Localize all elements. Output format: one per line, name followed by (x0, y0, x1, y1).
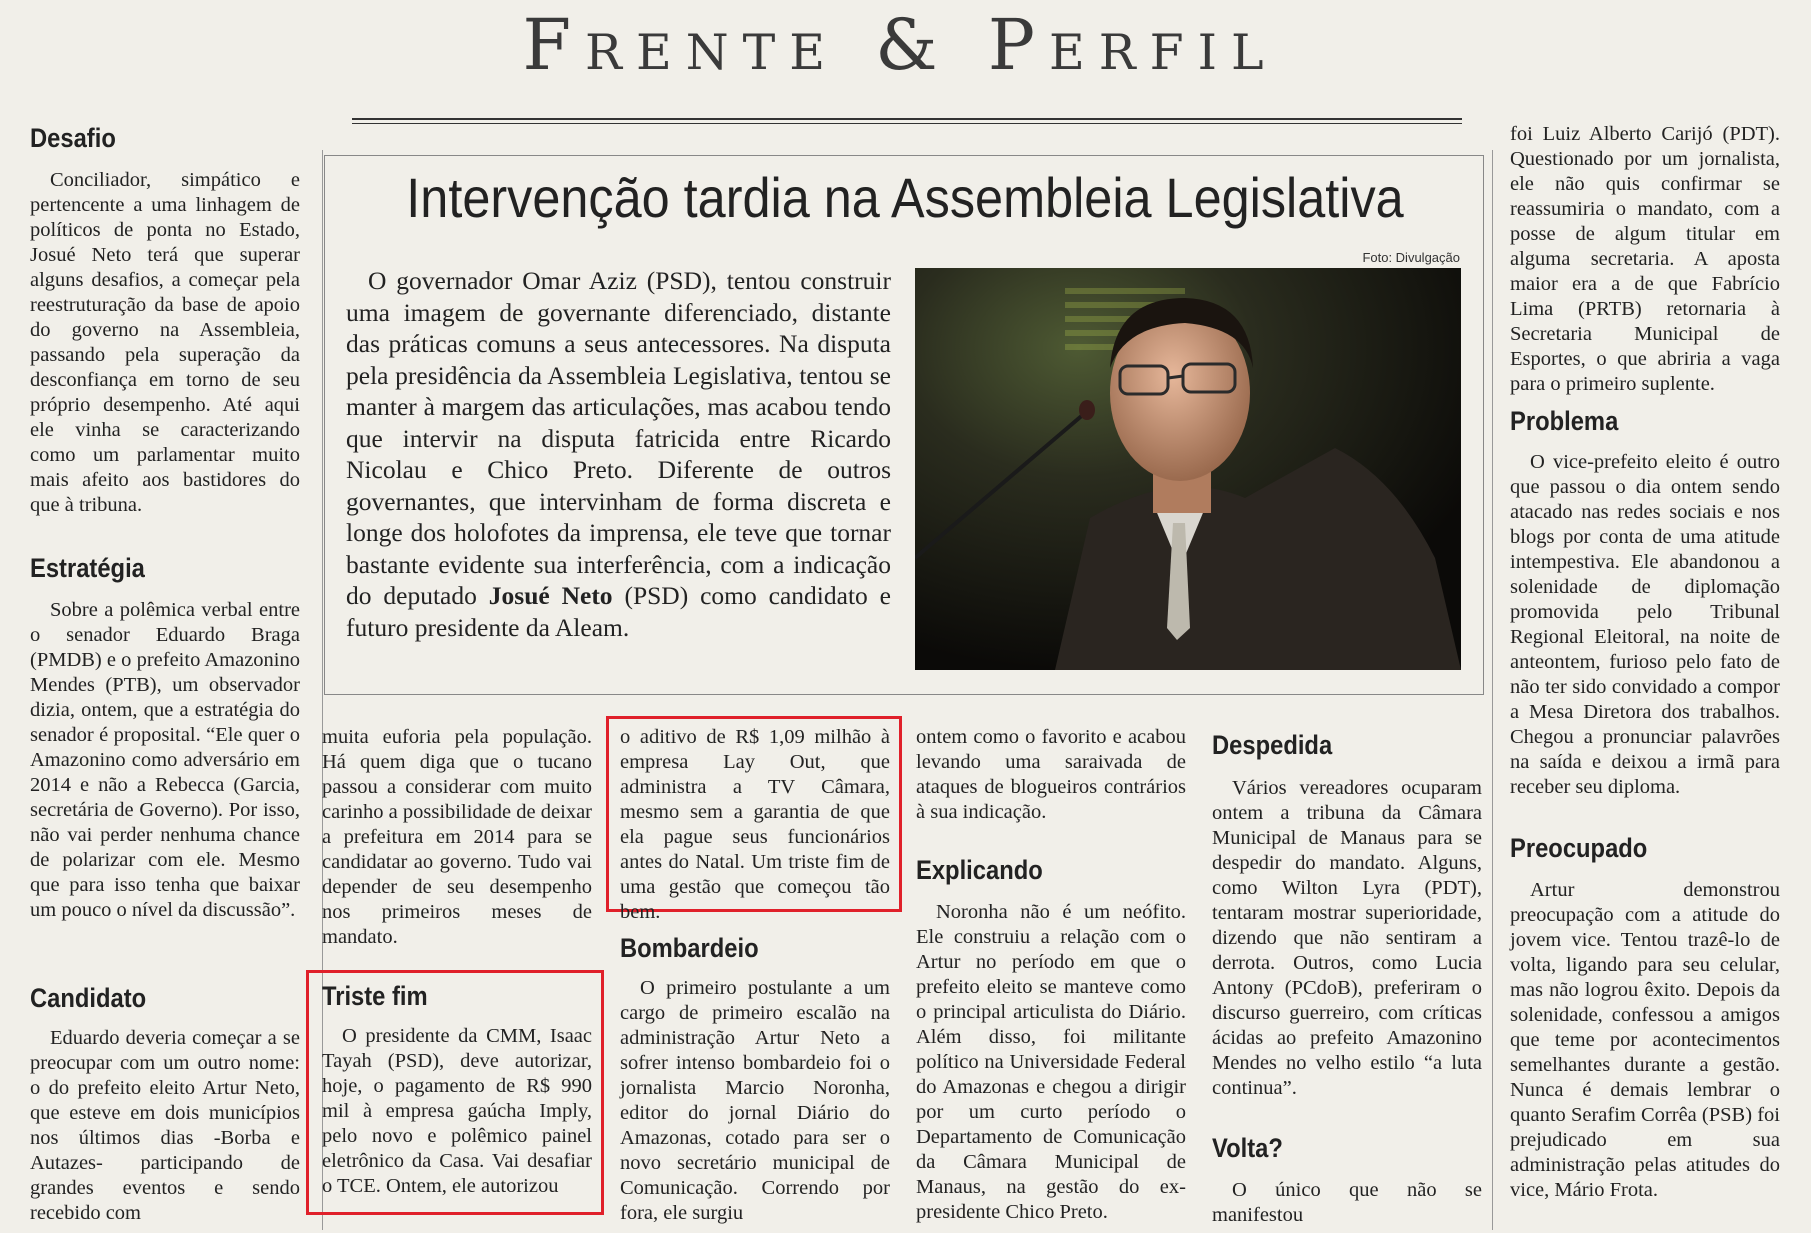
photo-credit: Foto: Divulgação (1362, 250, 1460, 265)
section-text-explicando: Noronha não é um neófito. Ele construiu a relação com o Artur no período em que o prefeito eleito se manteve como o principal articulista do Diário. Além disso, foi militante político na Universidade Federal do Amazonas e chegou a dirigir por um curto período o Departamento de Comunicação da Câmara Municipal de Manaus, na gestão do ex-presidente Chico Preto. (916, 901, 1186, 1223)
masthead-rule-thin (352, 123, 1462, 124)
section-title-estrategia: Estratégia (30, 553, 145, 583)
section-text-volta-cont: foi Luiz Alberto Carijó (PDT). Questionado por um jornalista, ele não quis confirmar se reassumiria o mandato, com a posse de algum titular em alguma secretaria. A aposta maior era a de que Fabrício Lima (PRTB) retornaria à Secretaria Municipal de Esportes, o que abriria a vaga para o primeiro suplente. (1510, 123, 1780, 395)
section-title-triste-fim: Triste fim (322, 981, 428, 1011)
section-title-candidato: Candidato (30, 983, 147, 1013)
lead-text: O governador Omar Aziz (PSD), tentou construir uma imagem de governante diferenciado, distante das práticas comuns a seus antecessores. Na disputa pela presidência da Assembleia Legislativa, tentou se manter à margem das articulações, mas acabou tendo que intervir na disputa fatricida entre Ricardo Nicolau e Chico Preto. Diferente de outros governantes, que intervinham de forma discreta e longe dos holofotes da imprensa, ele teve que tornar bastante evidente sua interferência, com a indicação do deputado (346, 266, 891, 610)
section-title-explicando: Explicando (916, 855, 1043, 885)
section-title-volta: Volta? (1212, 1133, 1283, 1163)
section-text-triste-fim: O presidente da CMM, Isaac Tayah (PSD), deve autorizar, hoje, o pagamento de R$ 990 mil à empresa gaúcha Imply, pelo novo e polêmico painel eletrônico da Casa. Vai desafiar o TCE. Ontem, ele autorizou (322, 1025, 592, 1197)
section-text-candidato-cont: muita euforia pela população. Há quem diga que o tucano passou a considerar com muito carinho a possibilidade de deixar a prefeitura em 2014 para se candidatar ao governo. Tudo vai depender de seu desempenho nos primeiros meses de mandato. (322, 726, 592, 948)
section-text-volta: O único que não se manifestou (1212, 1179, 1482, 1226)
column-divider-right (1492, 150, 1493, 1230)
lead-bold-name: Josué Neto (488, 581, 613, 610)
section-text-despedida: Vários vereadores ocuparam ontem a tribuna da Câmara Municipal de Manaus para se despedir do mandato. Alguns, como Wilton Lyra (PDT), tentaram mostrar superioridade, dizendo que não sentiram a derrota. Outros, como Lucia Antony (PCdoB), preferiram o discurso guerreiro, com críticas ácidas ao prefeito Amazonino Mendes no velho estilo “a luta continua”. (1212, 777, 1482, 1099)
photo-illustration (915, 268, 1461, 670)
section-text-candidato: Eduardo deveria começar a se preocupar com um outro nome: o do prefeito eleito Artur Neto, que esteve em dois municípios nos últimos dias -Borba e Autazes- participando de grandes eventos e sendo recebido com (30, 1027, 300, 1224)
section-title-desafio: Desafio (30, 123, 116, 153)
section-title-bombardeio: Bombardeio (620, 933, 759, 963)
headline: Intervenção tardia na Assembleia Legislativa (406, 166, 1404, 229)
masthead: Frente & Perfil (522, 4, 1278, 86)
section-text-estrategia: Sobre a polêmica verbal entre o senador Eduardo Braga (PMDB) e o prefeito Amazonino Mendes (PTB), um observador dizia, ontem, que a estratégia do senador é proposital. “Ele quer o Amazonino como adversário em 2014 e não a Rebecca (Garcia, secretária de Governo). Por isso, não vai perder nenhuma chance de polarizar com ele. Mesmo que para isso tenha que baixar um pouco o nível da discussão”. (30, 599, 300, 921)
section-text-bombardeio-cont: ontem como o favorito e acabou levando uma saraivada de ataques de blogueiros contrários à sua indicação. (916, 726, 1186, 823)
section-text-triste-fim-cont: o aditivo de R$ 1,09 milhão à empresa Lay Out, que administra a TV Câmara, mesmo sem a garantia de que ela pague seus funcionários antes do Natal. Um triste fim de uma gestão que começou tão bem. (620, 726, 890, 923)
photo-speaker-at-podium (915, 268, 1461, 670)
lead-text-end: (PSD) como candidato e futuro presidente da Aleam. (346, 581, 891, 642)
section-text-desafio: Conciliador, simpático e pertencente a uma linhagem de políticos de ponta no Estado, Josué Neto terá que superar alguns desafios, a começar pela reestruturação da base de apoio do governo na Assembleia, passando pela superação da desconfiança em torno de seu próprio desempenho. Até aqui ele vinha se caracterizando como um parlamentar muito mais afeito aos bastidores do que à tribuna. (30, 169, 300, 516)
section-text-bombardeio: O primeiro postulante a um cargo de primeiro escalão na administração Artur Neto a sofrer intenso bombardeio foi o jornalista Marcio Noronha, editor do jornal Diário do Amazonas, cotado para ser o novo secretário municipal de Comunicação. Correndo por fora, ele surgiu (620, 977, 890, 1224)
masthead-rule (352, 118, 1462, 120)
section-title-despedida: Despedida (1212, 730, 1333, 760)
lead-paragraph (346, 265, 891, 675)
section-text-problema: O vice-prefeito eleito é outro que passou o dia ontem sendo atacado nas redes sociais e nos blogs por conta de uma atitude intempestiva. Ele abandonou a solenidade de diplomação promovida pelo Tribunal Regional Eleitoral, na noite de anteontem, furioso pelo fato de não ter sido convidado a compor a Mesa Diretora dos trabalhos. Chegou a pronunciar palavrões na saída e deixou a irmã para receber seu diploma. (1510, 451, 1780, 798)
section-title-problema: Problema (1510, 406, 1619, 436)
section-title-preocupado: Preocupado (1510, 833, 1648, 863)
section-text-preocupado: Artur demonstrou preocupação com a atitude do jovem vice. Tentou trazê-lo de volta, ligando para seu celular, mas não logrou êxito. Depois da solenidade, confessou a amigos que teme por acontecimentos semelhantes durante a gestão. Nunca é demais lembrar o quanto Serafim Corrêa (PSB) foi prejudicado em sua administração pelas atitudes do vice, Mário Frota. (1510, 879, 1780, 1201)
